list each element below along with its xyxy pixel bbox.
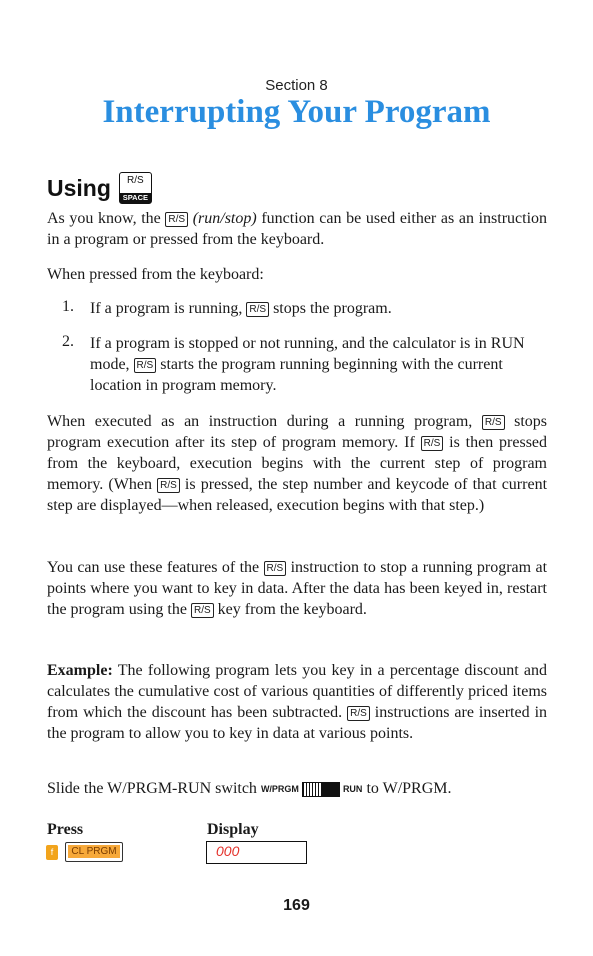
rs-key-icon: R/S (264, 561, 287, 576)
example-label: Example: (47, 662, 113, 679)
rs-key-icon: R/S (482, 415, 505, 430)
calculator-display: 000 (206, 841, 307, 864)
paragraph-keyboard: When pressed from the keyboard: (47, 266, 264, 283)
paragraph-slide: Slide the W/PRGM-RUN switch W/PRGM RUN to W/PRGM. (47, 778, 547, 800)
column-header-press: Press (47, 821, 84, 838)
rs-key-icon: R/S (165, 212, 188, 227)
wprgm-run-switch-icon: W/PRGM RUN (261, 779, 363, 800)
page-title: Interrupting Your Program (102, 94, 491, 130)
section-label: Section 8 (265, 77, 328, 94)
rs-key-icon: R/S (191, 603, 214, 618)
heading-text: Using (47, 174, 111, 201)
rs-key-icon: R/S (157, 478, 180, 493)
rs-key-icon: R/S (347, 706, 370, 721)
clprgm-key-icon: CL PRGM (65, 842, 123, 862)
paragraph-intro: As you know, the R/S (run/stop) function can be used either as an instruction in a program or pressed from the keyboard. (47, 210, 548, 248)
rs-space-key-icon: R/S SPACE (119, 172, 152, 204)
rs-key-icon: R/S (134, 358, 157, 373)
rs-key-icon: R/S (421, 436, 444, 451)
column-header-display: Display (207, 821, 259, 838)
paragraph-features: You can use these features of the R/S instruction to stop a running program at points where you want to key in data. After the data has been keyed in, restart the program using the R/S key from the keyboard. (47, 559, 548, 618)
f-key-icon: f (46, 845, 58, 860)
paragraph-instruction: When executed as an instruction during a running program, R/S stops program execution after its step of program memory. If R/S is then pressed from the keyboard, execution begins with the current step of program memory. (When R/S is pressed, the step number and keycode of that current step are displayed—when released, execution begins with that step.) (47, 413, 548, 514)
section-heading (47, 172, 152, 204)
list-item: If a program is stopped or not running, and the calculator is in RUN mode, R/S starts the program running beginning with the current location in program memory. (90, 335, 525, 394)
rs-key-icon: R/S (246, 302, 269, 317)
page-number: 169 (283, 897, 310, 914)
list-item-number: 2. (62, 333, 74, 350)
list-item-number: 1. (62, 298, 74, 315)
list-item: If a program is running, R/S stops the program. (90, 300, 392, 317)
paragraph-example: Example: The following program lets you key in a percentage discount and calculates the cumulative cost of various quantities of differently priced items from which the discount has been subtracted. R/S instructions are inserted in the program to allow you to key in data at various points. (47, 662, 548, 742)
